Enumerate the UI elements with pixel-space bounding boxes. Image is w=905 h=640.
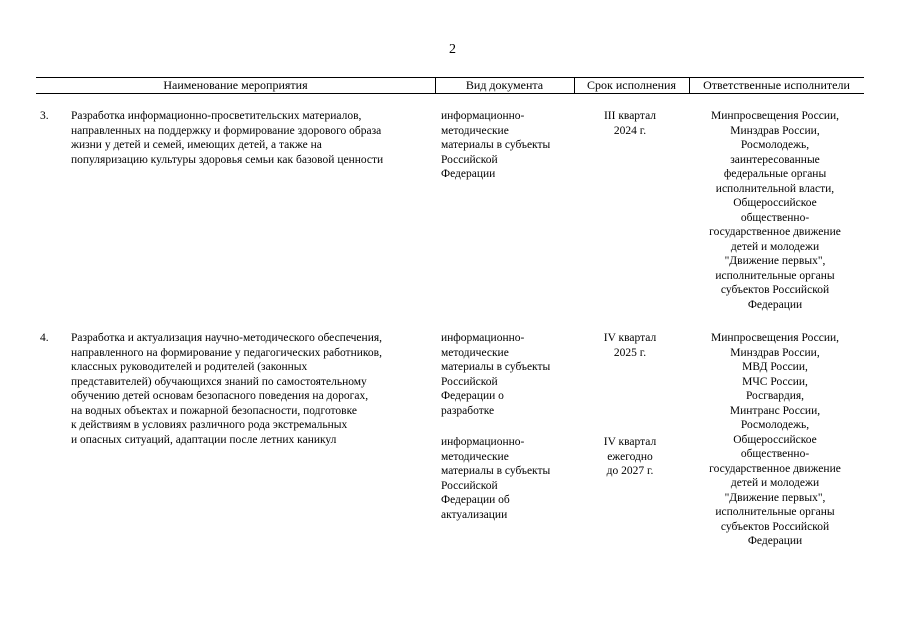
header-responsible: Ответственные исполнители — [703, 78, 850, 92]
row-term: IV квартал 2025 г. — [603, 332, 657, 359]
row-doc-type-2: информационно- методические материалы в субъекты Российской Федерации об актуализации — [441, 436, 551, 521]
row-name: Разработка и актуализация научно-методического обеспечения, направленного на формирование у педагогических работников, классных руководителей и родителей (законных представителей) обучающихся знаний по самостоятельному обучению детей основам безопасного поведения на дорогах, на водных объектах и пожарной безопасности, подготовке к действиям в условиях различного рода экстремальных и опасных ситуаций, адаптации после летних каникул — [71, 332, 383, 446]
row-responsible: Минпросвещения России, Минздрав России, МВД России, МЧС России, Росгвардия, Минтранс России, Росмолодежь, Общероссийское общественно- государственное движение детей и молодежи "Движение первых", исполнительные органы субъектов Российской Федерации — [709, 332, 841, 547]
row-responsible: Минпросвещения России, Минздрав России, Росмолодежь, заинтересованные федеральные органы исполнительной власти, Общероссийское общественно- государственное движение детей и молодежи "Движение первых", исполнительные органы субъектов Российской Федерации — [709, 110, 841, 311]
row-doc-type: информационно- методические материалы в субъекты Российской Федерации — [441, 110, 551, 180]
row-number: 4. — [40, 332, 49, 344]
row-number: 3. — [40, 110, 49, 122]
row-term-2: IV квартал ежегодно до 2027 г. — [603, 436, 657, 477]
row-name: Разработка информационно-просветительских материалов, направленных на поддержку и формирование здорового образа жизни у детей и семей, имеющих детей, а также на популяризацию культуры здоровья семьи как базовой ценности — [71, 110, 384, 166]
header-doc-type: Вид документа — [465, 78, 544, 92]
page-number: 2 — [449, 42, 456, 57]
header-name: Наименование мероприятия — [163, 78, 308, 92]
header-bottom-rule — [36, 93, 864, 94]
header-term: Срок исполнения — [587, 78, 676, 92]
row-doc-type: информационно- методические материалы в субъекты Российской Федерации о разработке — [441, 332, 551, 417]
row-term: III квартал 2024 г. — [603, 110, 657, 137]
